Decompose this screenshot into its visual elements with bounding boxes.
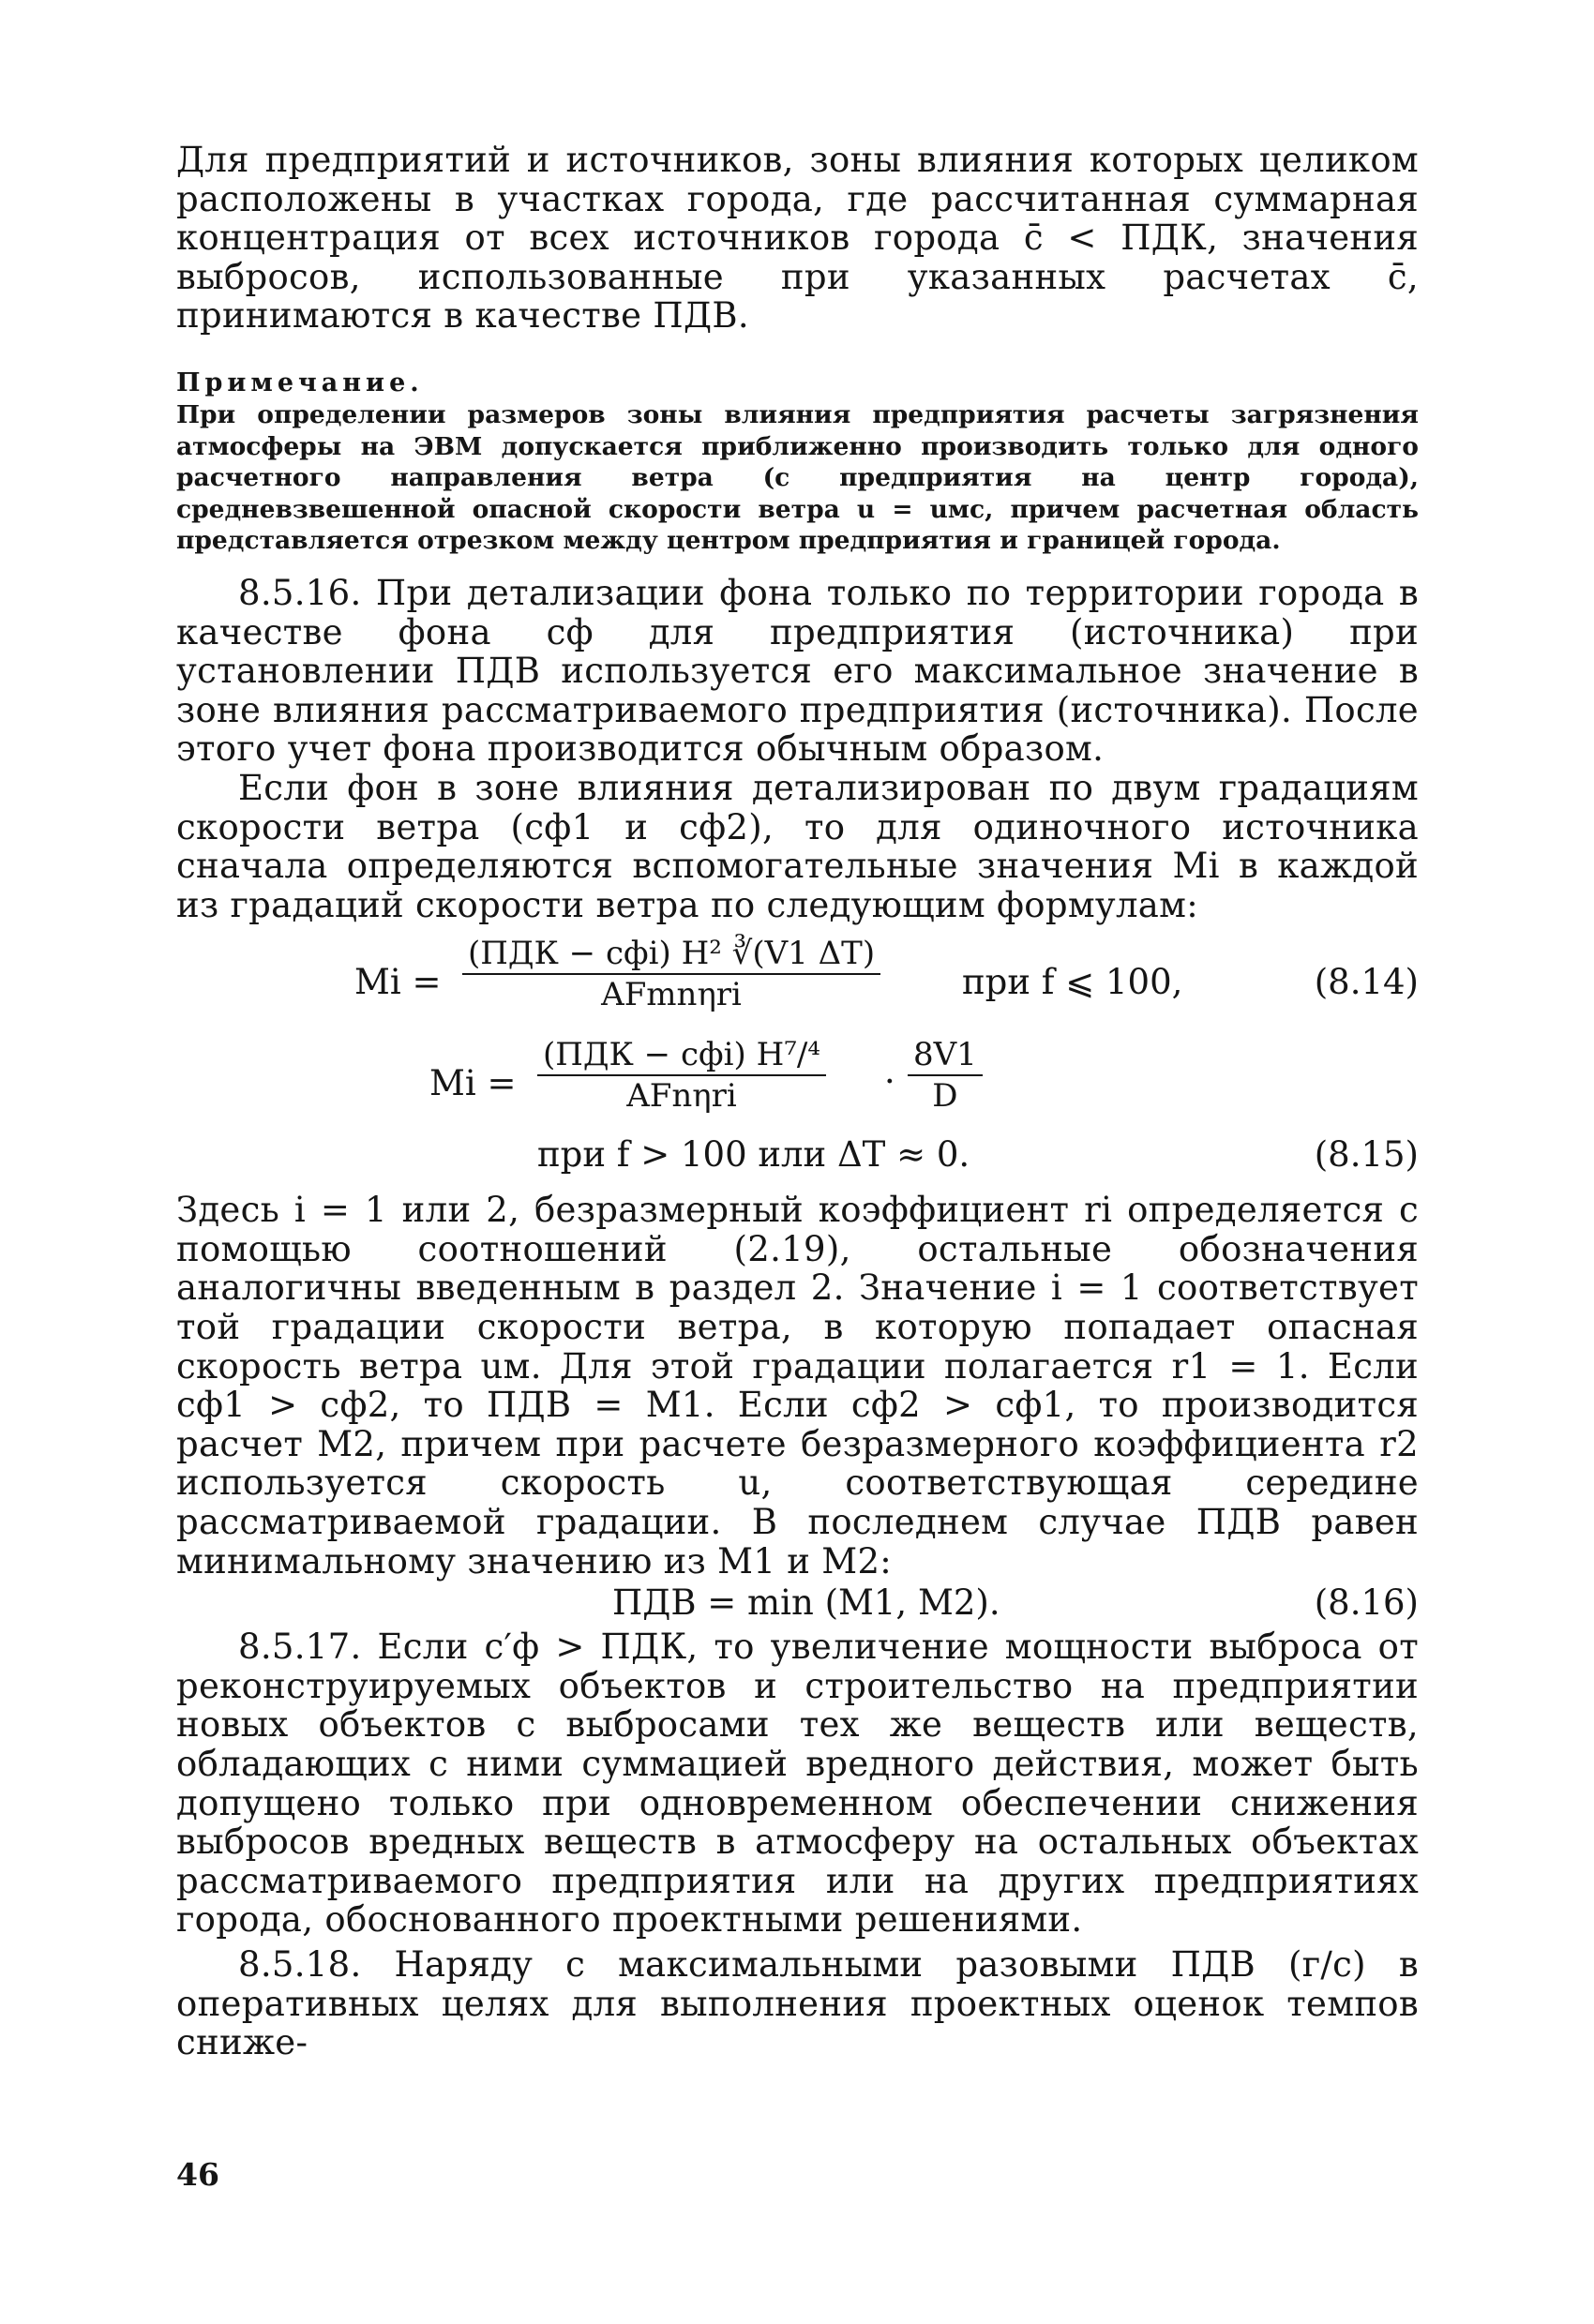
formula-8-15-fraction-2 [908, 1035, 983, 1116]
paragraph-8-5-17: 8.5.17. Если c′ф > ПДК, то увеличение мощности выброса от реконструируемых объектов и строительство на предприятии новых объектов с выбросами тех же веществ или веществ, обладающих с ними суммацией вредного действия, может быть допущено только при одновременном обеспечении снижения выбросов вредных веществ в атмосферу на остальных объектах рассматриваемого предприятия или на других предприятиях города, обоснованного проектными решениями. [176, 1627, 1419, 1941]
formula-8-14-fraction [462, 934, 880, 1014]
formula-8-15-fraction-1 [537, 1035, 826, 1116]
formula-8-16-expression: ПДВ = min (M1, M2). [612, 1582, 1000, 1624]
formula-8-15-condition: при f > 100 или ΔT ≈ 0. [537, 1134, 970, 1176]
formula-8-15-numerator-2: 8V1 [913, 1036, 977, 1074]
paragraph-here: Здесь i = 1 или 2, безразмерный коэффициент ri определяется с помощью соотношений (2.19), остальные обозначения аналогичны введенным в раздел 2. Значение i = 1 соответствует той градации скорости ветра, в которую попадает опасная скорость ветра uм. Для этой градации полагается r1 = 1. Если cф1 > cф2, то ПДВ = M1. Если cф2 > cф1, то производится расчет M2, причем при расчете безразмерного коэффициента r2 используется скорость u, соответствующая середине рассматриваемой градации. В последнем случае ПДВ равен минимальному значению из M1 и M2: [176, 1190, 1419, 1582]
note-text: При определении размеров зоны влияния предприятия расчеты загрязнения атмосферы на ЭВМ допускается приближенно производить только для одного расчетного направления ветра (с предприятия на центр города), средневзвешенной опасной скорости ветра u = uмс, причем расчетная область представляется отрезком между центром предприятия и границей города. [176, 399, 1419, 556]
formula-8-15-condition-line [176, 1129, 1419, 1183]
formula-8-15 [176, 1035, 1419, 1129]
formula-8-15-lhs: Mi = [429, 1063, 517, 1104]
formula-8-14-number: (8.14) [1314, 962, 1419, 1003]
formula-8-15-dot: · [884, 1061, 895, 1102]
text-column [176, 141, 1419, 2062]
note-heading: Примечание. [176, 367, 424, 397]
page-number: 46 [176, 2156, 219, 2193]
formula-8-14-lhs: Mi = [354, 962, 442, 1003]
formula-8-14 [176, 934, 1419, 1031]
formula-8-15-number: (8.15) [1314, 1134, 1419, 1176]
paragraph-8-5-16: 8.5.16. При детализации фона только по территории города в качестве фона cф для предприятия (источника) при установлении ПДВ используется его максимальное значение в зоне влияния рассматриваемого предприятия (источника). После этого учет фона производится обычным образом. [176, 572, 1419, 770]
formula-8-15-denominator: AFnηri [626, 1077, 737, 1116]
paragraph-wind-gradations: Если фон в зоне влияния детализирован по двум градациям скорости ветра (cф1 и cф2), то для одиночного источника сначала определяются вспомогательные значения Mi в каждой из градаций скорости ветра по следующим формулам: [176, 767, 1419, 925]
paragraph-8-5-18: 8.5.18. Наряду с максимальными разовыми ПДВ (г/с) в оперативных целях для выполнения проектных оценок темпов сниже- [176, 1943, 1419, 2063]
formula-8-15-denominator-2: D [932, 1077, 958, 1116]
formula-8-15-numerator: (ПДК − cфi) H⁷/⁴ [543, 1036, 820, 1074]
formula-8-16 [176, 1581, 1419, 1627]
paragraph-intro: Для предприятий и источников, зоны влияния которых целиком расположены в участках города, где рассчитанная суммарная концентрация от всех источников города c̄ < ПДК, значения выбросов, использованные при указанных расчетах c̄, принимаются в качестве ПДВ. [176, 140, 1419, 337]
formula-8-14-condition: при f ⩽ 100, [962, 962, 1183, 1003]
formula-8-16-number: (8.16) [1314, 1582, 1419, 1624]
formula-8-14-denominator: AFmnηri [601, 976, 742, 1014]
formula-8-14-numerator: (ПДК − cфi) H² ∛(V1 ΔT) [468, 935, 876, 973]
